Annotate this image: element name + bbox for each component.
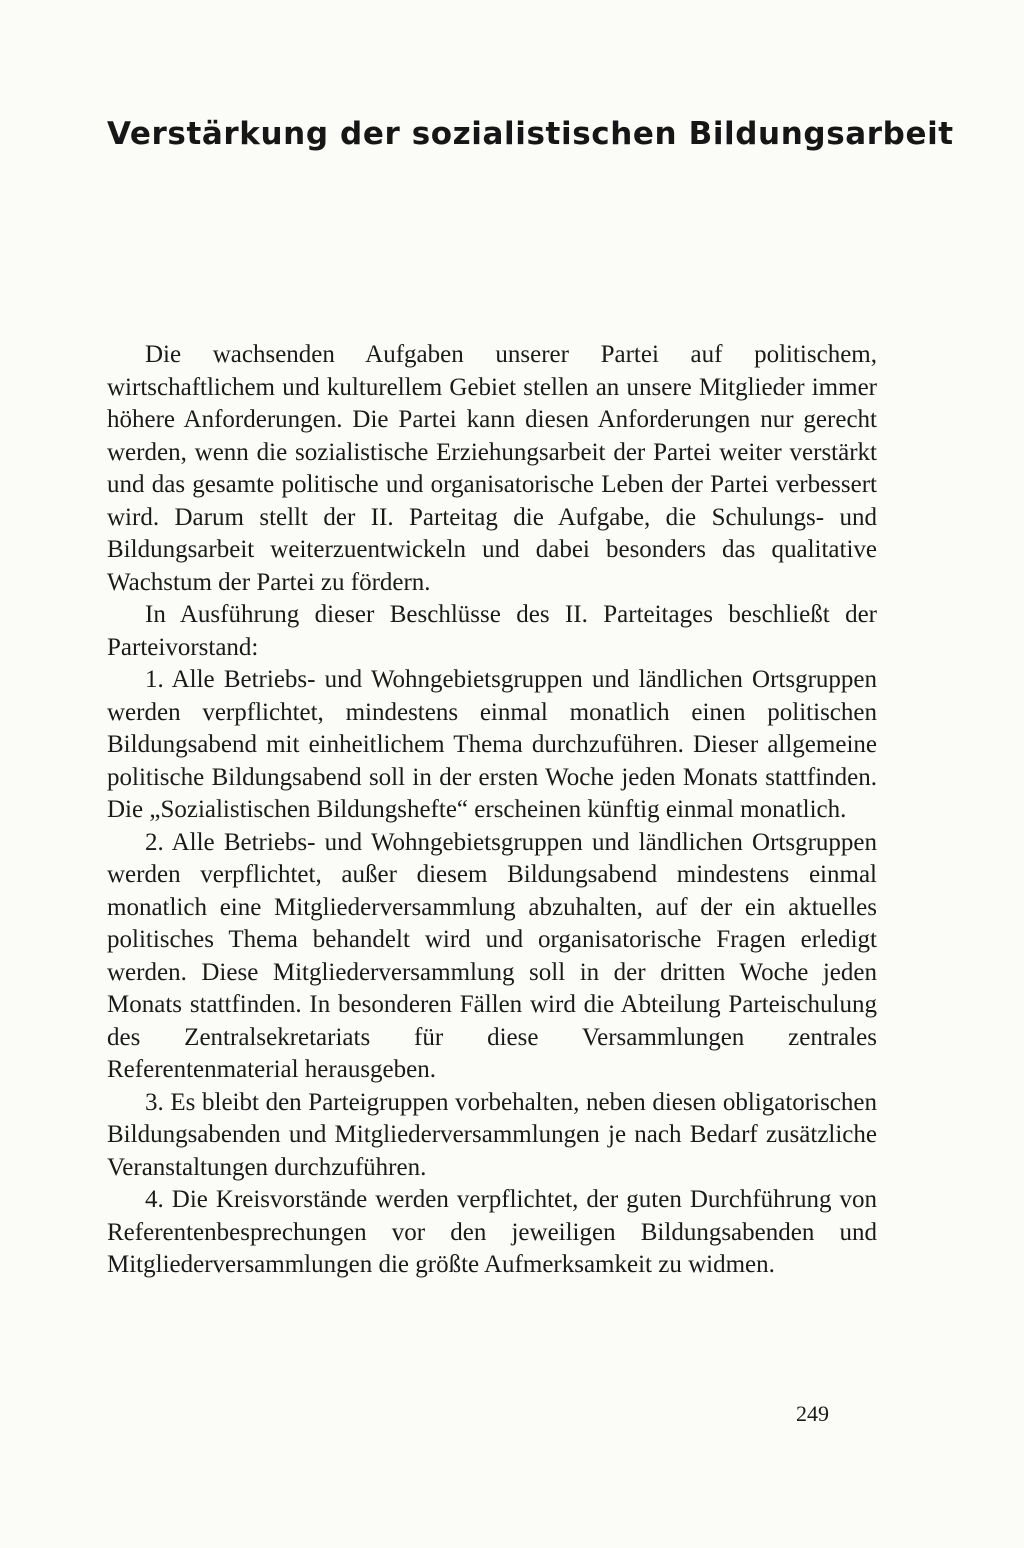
body-text [107,339,877,1282]
paragraph-intro: Die wachsenden Aufgaben unserer Partei auf politischem, wirtschaftlichem und kulturellem Gebiet stellen an unsere Mitglieder immer höhere Anforderungen. Die Partei kann diesen Anforderungen nur gerecht werden, wenn die sozialistische Erziehungsarbeit der Partei weiter verstärkt und das gesamte politische und organisatorische Leben der Partei verbessert wird. Darum stellt der II. Parteitag die Aufgabe, die Schulungs- und Bildungsarbeit weiterzuentwickeln und dabei besonders das qualitative Wachstum der Partei zu fördern. [107,341,877,596]
paragraph-item-2: 2. Alle Betriebs- und Wohngebietsgruppen und ländlichen Ortsgruppen werden verpflichtet, außer diesem Bildungsabend mindestens einmal monatlich eine Mitgliederversammlung abzuhalten, auf der ein aktuelles politisches Thema behandelt wird und organisatorische Fragen erledigt werden. Diese Mitgliederversammlung soll in der dritten Woche jeden Monats stattfinden. In besonderen Fällen wird die Abteilung Parteischulung des Zentralsekretariats für diese Versammlungen zentrales Referentenmaterial herausgeben. [107,828,877,1083]
paragraph-item-4: 4. Die Kreisvorstände werden verpflichtet, der guten Durchführung von Referentenbesprechungen vor den jeweiligen Bildungsabenden und Mitgliederversammlungen die größte Aufmerksamkeit zu widmen. [107,1186,877,1278]
page-title: Verstärkung der sozialistischen Bildungsarbeit [107,116,954,152]
paragraph-item-1: 1. Alle Betriebs- und Wohngebietsgruppen und ländlichen Ortsgruppen werden verpflichtet, mindestens einmal monatlich einen politischen Bildungsabend mit einheitlichem Thema durchzuführen. Dieser allgemeine politische Bildungsabend soll in der ersten Woche jeden Monats stattfinden. Die „Sozialistischen Bildungshefte“ erscheinen künftig einmal monatlich. [107,666,877,823]
paragraph-resolution: In Ausführung dieser Beschlüsse des II. Parteitages beschließt der Parteivorstand: [107,601,877,661]
page-number: 249 [796,1401,829,1426]
paragraph-item-3: 3. Es bleibt den Parteigruppen vorbehalten, neben diesen obligatorischen Bildungsabenden und Mitgliederversammlungen je nach Bedarf zusätzliche Veranstaltungen durchzuführen. [107,1088,877,1181]
